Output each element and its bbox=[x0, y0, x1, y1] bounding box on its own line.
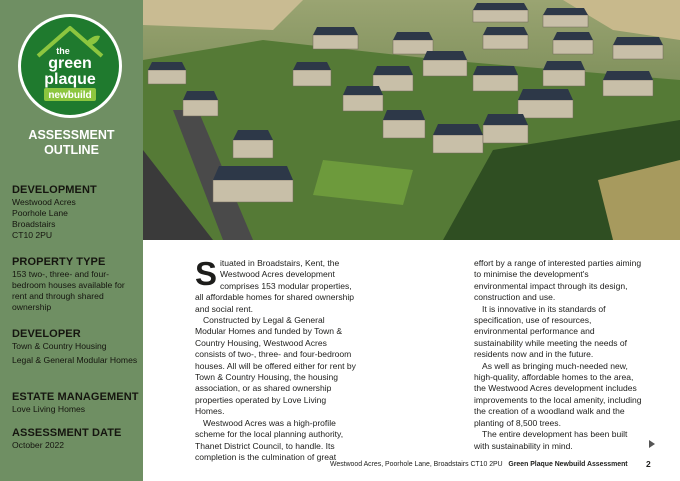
property-type-heading: PROPERTY TYPE bbox=[12, 256, 106, 268]
estate-management-heading: ESTATE MANAGEMENT bbox=[12, 391, 139, 403]
article-paragraph: ituated in Broadstairs, Kent, the Westwood Acres development comprises 153 modular properties, all affordable homes for shared ownership and social rent. bbox=[195, 258, 355, 314]
estate-management-section bbox=[12, 391, 140, 415]
sidebar bbox=[0, 0, 143, 481]
development-line: Westwood Acres bbox=[12, 197, 76, 207]
aerial-photo bbox=[143, 0, 680, 240]
development-line: CT10 2PU bbox=[12, 230, 53, 240]
green-plaque-logo bbox=[16, 12, 124, 120]
page-number: 2 bbox=[646, 459, 651, 469]
logo-text-plaque: plaque bbox=[44, 71, 96, 88]
article-paragraph: effort by a range of interested parties aiming to minimise the development's environmental impact through its design, construction and use. bbox=[474, 258, 642, 303]
logo-text-green: green bbox=[48, 55, 92, 72]
assessment-outline-title bbox=[0, 128, 143, 157]
article-paragraph: The entire development has been built with sustainability in mind. bbox=[474, 429, 628, 451]
page-footer bbox=[330, 461, 655, 468]
development-section bbox=[12, 184, 140, 241]
article-paragraph: It is innovative in its standards of specification, use of resources, environmental performance and sustainability while meeting the needs of residents now and in the future. bbox=[474, 303, 627, 360]
drop-cap: S bbox=[195, 255, 218, 292]
developer-line-1: Town & Country Housing bbox=[12, 341, 107, 351]
development-line: Broadstairs bbox=[12, 219, 56, 229]
developer-line-2: Legal & General Modular Homes bbox=[12, 355, 138, 365]
continue-arrow-icon bbox=[649, 440, 655, 448]
article-paragraph: As well as bringing much-needed new, high-quality, affordable homes to the area, the Westwood Acres development includes improvements to the local amenity, including the creation of a woodland walk and the planting of 8,500 trees. bbox=[474, 360, 642, 428]
assessment-date-text: October 2022 bbox=[12, 440, 65, 450]
development-heading: DEVELOPMENT bbox=[12, 184, 97, 196]
footer-document-title: Green Plaque Newbuild Assessment bbox=[508, 461, 628, 468]
logo-text-newbuild: newbuild bbox=[48, 90, 92, 101]
property-type-section bbox=[12, 256, 140, 313]
developer-heading: DEVELOPER bbox=[12, 328, 81, 340]
article-paragraph: Constructed by Legal & General Modular Homes and funded by Town & Country Housing, Westwood Acres consists of two-, three- and four-bedroom houses. All will be offered either for rent by Town & Country Housing, the housing association, or as shared ownership properties operated by Love Living Homes. bbox=[195, 315, 356, 417]
title-line-2: OUTLINE bbox=[44, 142, 99, 157]
title-line-1: ASSESSMENT bbox=[28, 128, 115, 142]
article-column-1 bbox=[195, 255, 357, 463]
logo-text-the: the bbox=[56, 46, 70, 56]
article-paragraph: Westwood Acres was a high-profile scheme for the local planning authority, Thanet District Council, to handle. Its completion is the culmination of great bbox=[195, 417, 344, 462]
development-line: Poorhole Lane bbox=[12, 208, 68, 218]
assessment-date-section bbox=[12, 427, 140, 451]
footer-address: Westwood Acres, Poorhole Lane, Broadstairs CT10 2PU bbox=[330, 461, 503, 468]
estate-management-text: Love Living Homes bbox=[12, 404, 86, 414]
article-column-2 bbox=[474, 258, 644, 452]
developer-section bbox=[12, 328, 140, 366]
assessment-date-heading: ASSESSMENT DATE bbox=[12, 427, 122, 439]
property-type-text: 153 two-, three- and four-bedroom houses available for rent and through shared ownership bbox=[12, 269, 125, 312]
